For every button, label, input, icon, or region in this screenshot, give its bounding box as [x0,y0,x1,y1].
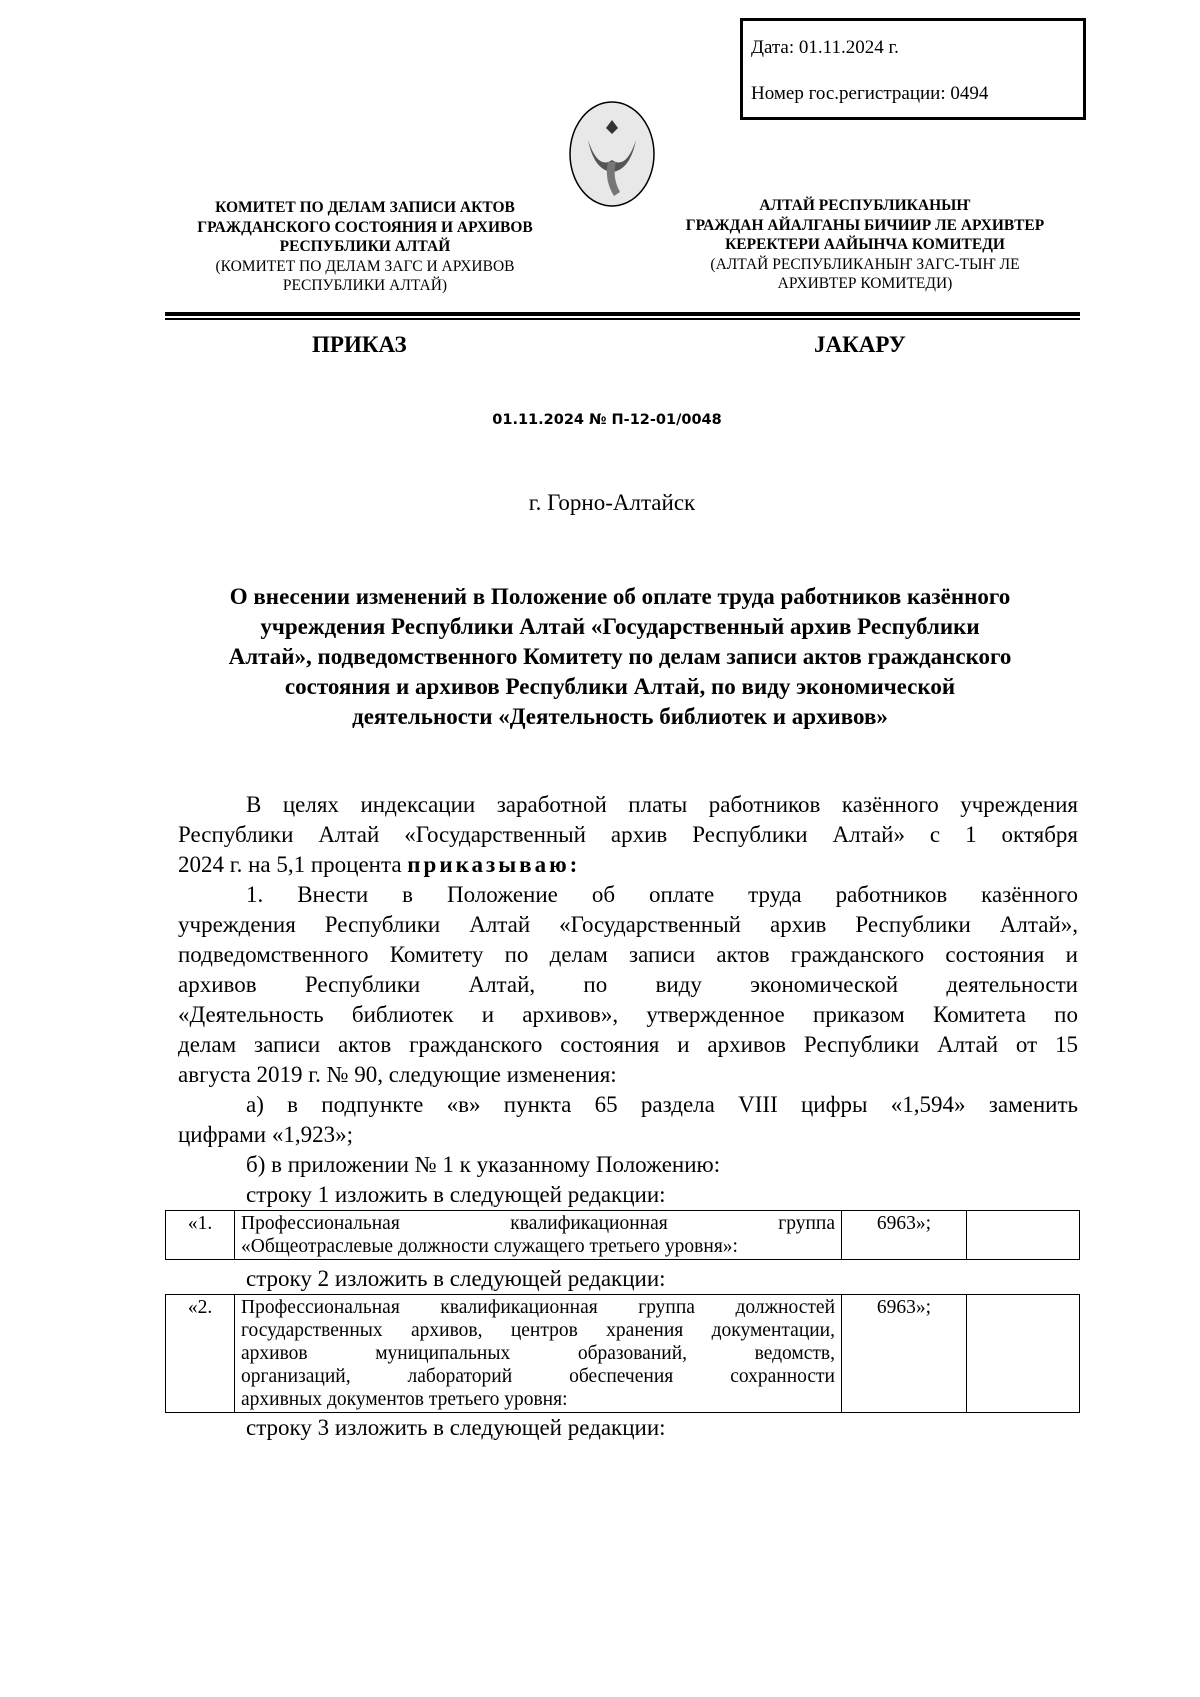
row-text-line: организаций, лабораторий обеспечения сохранности [241,1366,835,1387]
doc-type-ru: ПРИКАЗ [312,332,407,357]
date-label: Дата: [751,37,795,58]
registration-stamp [740,18,1086,120]
row-text-line: Профессиональная квалификационная группа [241,1213,835,1234]
body-line: строку 1 изложить в следующей редакции: [246,1182,666,1207]
stamp-date [751,37,899,59]
row-value: 6963»; [842,1211,967,1260]
date-value: 01.11.2024 г. [798,37,899,58]
body-text: 2024 г. на 5,1 процента [178,852,408,877]
title-line: О внесении изменений в Положение об оплате труда работников казённого [229,584,1011,609]
header-right-line: КЕРЕКТЕРИ ААЙЫНЧА КОМИТЕДИ [725,236,1005,253]
order-title [150,582,1090,732]
row-text [235,1295,842,1413]
reg-value: 0494 [950,83,989,104]
row-text-line: архивных документов третьего уровня: [241,1389,568,1410]
title-line: состояния и архивов Республики Алтай, по виду экономической [284,674,956,699]
doc-type-alt: JАКАРУ [814,332,906,357]
row-text-line: государственных архивов, центров хранения документации, [241,1320,835,1341]
row-text [235,1211,842,1260]
order-body [178,790,1078,1443]
header-right-line: АЛТАЙ РЕСПУБЛИКАНЫҤ [759,197,971,214]
header-left-line: РЕСПУБЛИКИ АЛТАЙ [279,238,451,255]
row-text-line: Профессиональная квалификационная группа должностей [241,1297,835,1318]
body-line: Республики Алтай «Государственный архив Республики Алтай» с 1 октября [178,822,1078,847]
empty-cell [967,1295,1080,1413]
body-line: В целях индексации заработной платы работников казённого учреждения [246,792,1078,817]
title-line: Алтай», подведомственного Комитету по делам записи актов гражданского [228,644,1012,669]
body-line: учреждения Республики Алтай «Государственный архив Республики Алтай», [178,912,1078,937]
coat-of-arms-emblem [568,100,656,208]
header-divider [165,318,1080,320]
header-right-line: (АЛТАЙ РЕСПУБЛИКАНЫҤ ЗАГС-ТЫҤ ЛЕ [710,255,1020,273]
header-divider [165,312,1080,316]
table-row-2 [165,1294,1080,1413]
order-number: 01.11.2024 № П-12-01/0048 [492,412,722,428]
order-verb: приказываю: [407,852,581,877]
row-text-line: архивов муниципальных образований, ведомств, [241,1343,835,1364]
body-line: делам записи актов гражданского состояния и архивов Республики Алтай от 15 [178,1032,1078,1057]
body-line: б) в приложении № 1 к указанному Положению: [246,1152,721,1177]
body-line [178,850,1078,880]
header-right-line: АРХИВТЕР КОМИТЕДИ) [777,275,953,292]
row-value: 6963»; [842,1295,967,1413]
stamp-reg [751,83,988,105]
body-line: подведомственного Комитету по делам записи актов гражданского состояния и [178,942,1078,967]
city: г. Горно-Алтайск [528,490,696,515]
body-line: цифрами «1,923»; [178,1122,353,1147]
row-text-line: «Общеотраслевые должности служащего третьего уровня»: [241,1236,738,1257]
header-left-line: РЕСПУБЛИКИ АЛТАЙ) [282,277,448,294]
header-left-line: ГРАЖДАНСКОГО СОСТОЯНИЯ И АРХИВОВ [197,218,533,236]
header-right [665,196,1065,294]
body-line: строку 3 изложить в следующей редакции: [246,1415,666,1440]
row-number: «1. [166,1211,235,1260]
header-left-line: (КОМИТЕТ ПО ДЕЛАМ ЗАГС И АРХИВОВ [215,257,515,275]
title-line: учреждения Республики Алтай «Государственный архив Республики [260,614,980,639]
body-line: августа 2019 г. № 90, следующие изменения: [178,1062,617,1087]
reg-label: Номер гос.регистрации: [751,83,946,104]
header-left [175,198,555,296]
header-right-line: ГРАЖДАН АЙАЛГАНЫ БИЧИИР ЛЕ АРХИВТЕР [685,216,1045,234]
body-line: а) в подпункте «в» пункта 65 раздела VIII цифры «1,594» заменить [246,1092,1078,1117]
row-number: «2. [166,1295,235,1413]
body-line: строку 2 изложить в следующей редакции: [246,1266,666,1291]
empty-cell [967,1211,1080,1260]
body-line: «Деятельность библиотек и архивов», утвержденное приказом Комитета по [178,1002,1078,1027]
table-row-1 [165,1210,1080,1260]
body-line: архивов Республики Алтай, по виду экономической деятельности [178,972,1078,997]
body-line: 1. Внести в Положение об оплате труда работников казённого [246,882,1078,907]
title-line: деятельности «Деятельность библиотек и архивов» [352,704,888,729]
header-left-line: КОМИТЕТ ПО ДЕЛАМ ЗАПИСИ АКТОВ [215,199,515,216]
